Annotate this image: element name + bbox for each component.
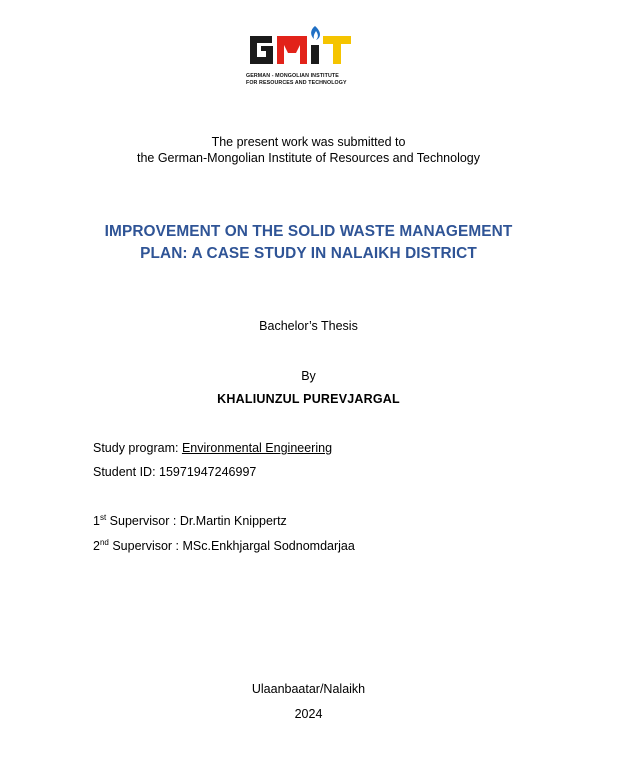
first-supervisor-label: Supervisor : bbox=[106, 514, 180, 528]
submission-statement bbox=[0, 134, 617, 166]
logo-caption-line2: FOR RESOURCES AND TECHNOLOGY bbox=[246, 80, 347, 86]
student-id bbox=[93, 465, 256, 479]
gmit-logo-icon bbox=[246, 22, 358, 72]
logo-caption-line1: GERMAN - MONGOLIAN INSTITUTE bbox=[246, 73, 339, 79]
author-name: KHALIUNZUL PUREVJARGAL bbox=[217, 392, 400, 406]
student-id-value: 15971947246997 bbox=[159, 465, 257, 479]
by-label: By bbox=[301, 369, 316, 383]
submission-line-1: The present work was submitted to bbox=[211, 135, 406, 149]
logo-caption bbox=[246, 73, 358, 87]
place: Ulaanbaatar/Nalaikh bbox=[251, 682, 366, 696]
thesis-type: Bachelor’s Thesis bbox=[259, 319, 358, 333]
second-supervisor-suffix: nd bbox=[99, 538, 109, 547]
submission-line-2: the German-Mongolian Institute of Resources and Technology bbox=[136, 151, 481, 165]
second-supervisor bbox=[93, 539, 355, 553]
second-supervisor-ordinal: 2 bbox=[93, 539, 100, 553]
first-supervisor-name: Dr.Martin Knippertz bbox=[179, 514, 287, 528]
institute-logo bbox=[246, 22, 358, 94]
thesis-title-line-2: PLAN: A CASE STUDY IN NALAIKH DISTRICT bbox=[140, 245, 477, 262]
first-supervisor-ordinal: 1 bbox=[93, 514, 100, 528]
study-program-label: Study program: bbox=[93, 441, 182, 455]
second-supervisor-label: Supervisor : bbox=[108, 539, 183, 553]
study-program-value: Environmental Engineering bbox=[181, 441, 333, 455]
year: 2024 bbox=[294, 707, 323, 721]
first-supervisor-suffix: st bbox=[99, 513, 107, 522]
study-program bbox=[93, 441, 332, 455]
first-supervisor bbox=[93, 514, 287, 528]
thesis-title bbox=[0, 221, 617, 265]
thesis-title-line-1: IMPROVEMENT ON THE SOLID WASTE MANAGEMENT bbox=[104, 223, 513, 240]
second-supervisor-name: MSc.Enkhjargal Sodnomdarjaa bbox=[182, 539, 355, 553]
student-id-label: Student ID: bbox=[93, 465, 160, 479]
